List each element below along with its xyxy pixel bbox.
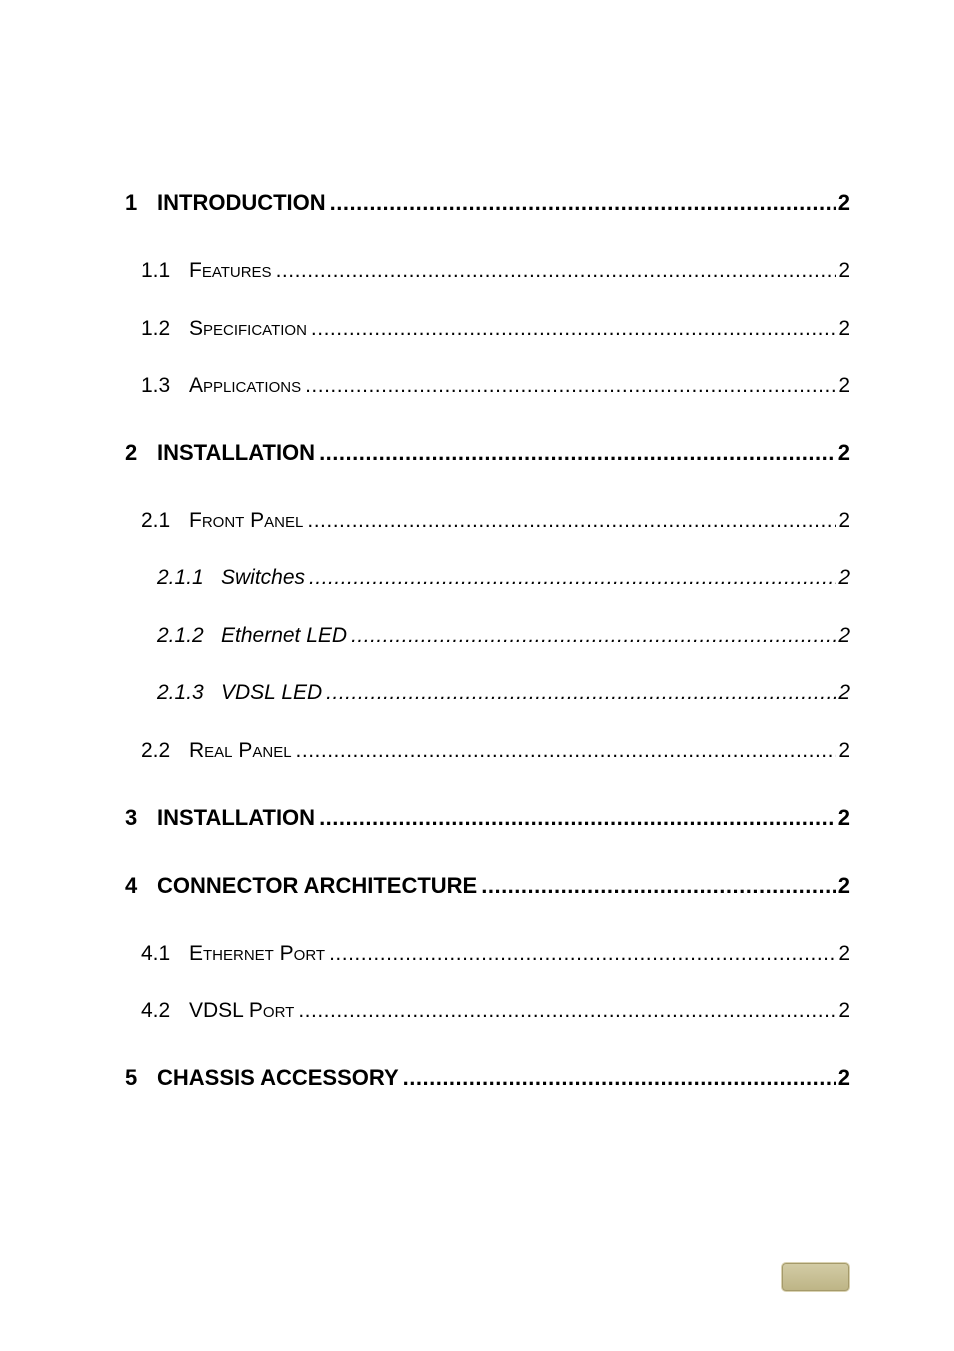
toc-entry-specification[interactable] — [141, 318, 850, 339]
toc-entry-number: 5 — [125, 1065, 138, 1090]
toc-entry-title: VDSL Port — [189, 999, 295, 1022]
toc-entry-page: 2 — [837, 440, 850, 465]
toc-dot-leader — [307, 510, 836, 531]
toc-entry-title: Switches — [221, 566, 306, 589]
toc-dot-leader — [298, 1000, 836, 1021]
toc-dot-leader — [481, 875, 836, 897]
toc-entry-number: 2.2 — [141, 739, 171, 762]
toc-entry-ethernet-port[interactable] — [141, 943, 850, 964]
toc-entry-page: 2 — [837, 805, 850, 830]
toc-dot-leader — [296, 740, 837, 761]
toc-dot-leader — [403, 1067, 836, 1089]
toc-entry-title: VDSL LED — [221, 681, 323, 704]
toc-entry-page: 2 — [838, 509, 850, 532]
toc-entry-number: 4.2 — [141, 999, 171, 1022]
toc-entry-number: 1.1 — [141, 259, 171, 282]
toc-entry-title: Ethernet Port — [189, 942, 326, 965]
toc-entry-title: Ethernet LED — [221, 624, 348, 647]
toc-entry-title: CONNECTOR ARCHITECTURE — [157, 873, 478, 898]
toc-dot-leader — [326, 682, 836, 703]
toc-entry-page: 2 — [837, 873, 850, 898]
toc-entry-title: Applications — [189, 374, 302, 397]
toc-entry-ethernet-led[interactable] — [157, 625, 850, 646]
toc-entry-page: 2 — [837, 190, 850, 215]
page-number-badge — [781, 1262, 850, 1292]
toc-entry-real-panel[interactable] — [141, 740, 850, 761]
toc-entry-page: 2 — [837, 1065, 850, 1090]
toc-entry-switches[interactable] — [157, 567, 850, 588]
toc-entry-number: 1.2 — [141, 317, 171, 340]
toc-entry-number: 2.1 — [141, 509, 171, 532]
toc-entry-title: Specification — [189, 317, 307, 340]
toc-dot-leader — [329, 943, 836, 964]
toc-entry-page: 2 — [838, 566, 850, 589]
toc-entry-title: INTRODUCTION — [157, 190, 326, 215]
toc-entry-front-panel[interactable] — [141, 510, 850, 531]
toc-entry-number: 2.1.1 — [157, 566, 204, 589]
toc-entry-page: 2 — [838, 739, 850, 762]
toc-entry-number: 2.1.3 — [157, 681, 204, 704]
toc-entry-page: 2 — [838, 624, 850, 647]
toc-entry-number: 2.1.2 — [157, 624, 204, 647]
toc-entry-page: 2 — [838, 681, 850, 704]
toc-entry-vdsl-led[interactable] — [157, 682, 850, 703]
toc-entry-page: 2 — [838, 317, 850, 340]
toc-dot-leader — [276, 260, 837, 281]
toc-entry-features[interactable] — [141, 260, 850, 281]
toc-entry-title: Real Panel — [189, 739, 292, 762]
toc-entry-page: 2 — [838, 942, 850, 965]
toc-entry-vdsl-port[interactable] — [141, 1000, 850, 1021]
toc-entry-installation[interactable] — [125, 442, 850, 464]
toc-entry-title: CHASSIS ACCESSORY — [157, 1065, 399, 1090]
toc-entry-page: 2 — [838, 999, 850, 1022]
toc-dot-leader — [309, 567, 836, 588]
toc-entry-number: 2 — [125, 440, 138, 465]
toc-dot-leader — [330, 192, 836, 214]
toc-entry-introduction[interactable] — [125, 192, 850, 214]
toc-entry-number: 4 — [125, 873, 138, 898]
toc-dot-leader — [319, 807, 836, 829]
toc-entry-title: INSTALLATION — [157, 805, 316, 830]
toc-entry-number: 1.3 — [141, 374, 171, 397]
toc-entry-title: Features — [189, 259, 272, 282]
toc-dot-leader — [351, 625, 836, 646]
toc-entry-number: 1 — [125, 190, 138, 215]
toc-entry-title: INSTALLATION — [157, 440, 316, 465]
toc-entry-page: 2 — [838, 259, 850, 282]
toc-entry-installation-2[interactable] — [125, 807, 850, 829]
toc-entry-number: 3 — [125, 805, 138, 830]
toc-entry-chassis-accessory[interactable] — [125, 1067, 850, 1089]
toc-entry-number: 4.1 — [141, 942, 171, 965]
toc-entry-page: 2 — [838, 374, 850, 397]
toc-entry-connector-architecture[interactable] — [125, 875, 850, 897]
toc-dot-leader — [319, 442, 836, 464]
toc-dot-leader — [311, 318, 836, 339]
toc-entry-applications[interactable] — [141, 375, 850, 396]
toc-dot-leader — [305, 375, 836, 396]
toc-entry-title: Front Panel — [189, 509, 304, 532]
